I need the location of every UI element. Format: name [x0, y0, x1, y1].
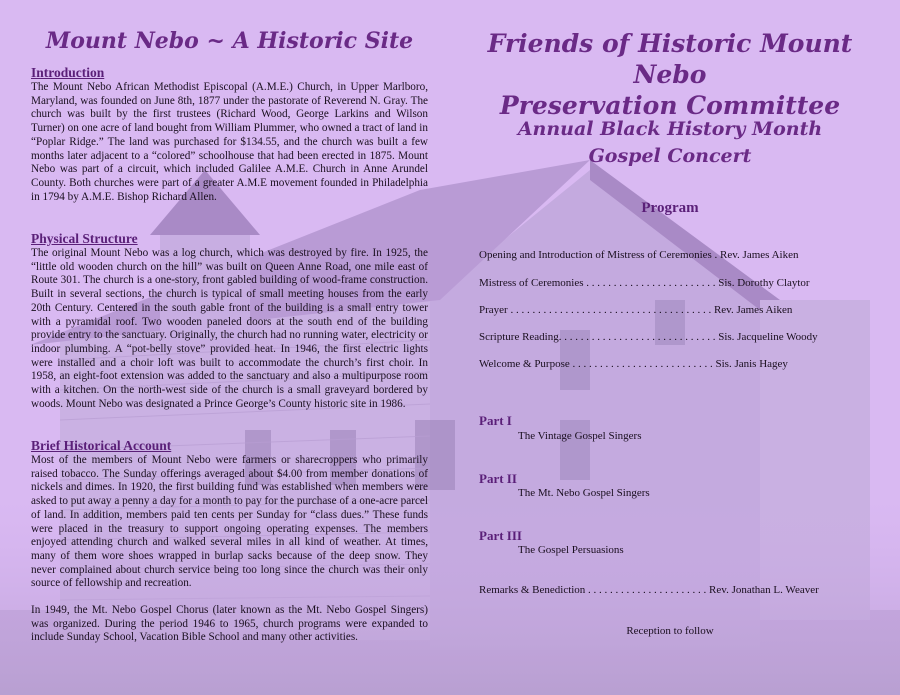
- program-item: Mistress of Ceremonies . . . . . . . . . . . . . . . . . . . . . . . . Sis. Dorothy Claytor: [479, 277, 810, 289]
- introduction-heading: Introduction: [31, 65, 105, 80]
- program-item: Welcome & Purpose . . . . . . . . . . . . . . . . . . . . . . . . . . Sis. Janis Hagey: [479, 358, 788, 370]
- gospel-chorus-text: In 1949, the Mt. Nebo Gospel Chorus (later known as the Mt. Nebo Gospel Singers) was organized. During the period 1946 to 1965, church programs were expanded to include Sunday School, Vacation Bible School and many other activities.: [31, 604, 428, 644]
- historical-account-text: Most of the members of Mount Nebo were farmers or sharecroppers who primarily raised tobacco. The Sunday offerings averaged about $4.00 from member donations of nickels and dimes. In 1920, the first building fund was established when members were asked to put away a penny a day for a month to pay for the purchase of a one-acre parcel of land. In addition, members paid ten cents per Sunday for “class dues.” These funds were placed in the treasury to support ongoing operating expenses. The members enjoyed attending church and walked several miles in all kind of weather. At times, many of them wore shoes wrapped in burlap sacks because of the deep snow. They never complained about church service being too long since the church was their only source of fellowship and recreation.: [31, 454, 428, 590]
- part-three-label: Part III: [479, 528, 522, 543]
- program-item: Prayer . . . . . . . . . . . . . . . . . . . . . . . . . . . . . . . . . . . . . Rev. James Aiken: [479, 304, 793, 316]
- historical-account-section: [31, 438, 428, 591]
- part-three-performer: The Gospel Persuasions: [518, 544, 624, 556]
- concert-title-line2: Gospel Concert: [588, 145, 752, 167]
- committee-title: [470, 28, 870, 121]
- committee-title-line1: Friends of Historic Mount Nebo: [487, 29, 853, 89]
- program-item: Scripture Reading. . . . . . . . . . . . . . . . . . . . . . . . . . . . . Sis. Jacqueline Woody: [479, 331, 818, 343]
- history-title: Mount Nebo ~ A Historic Site: [45, 28, 414, 54]
- historical-account-heading: Brief Historical Account: [31, 438, 172, 453]
- physical-structure-text: The original Mount Nebo was a log church, which was destroyed by fire. In 1925, the “little old wooden church on the hill” was built on Queen Anne Road, one mile east of Route 301. The church is a one-story, front gabled building of wood-frame construction. Built in several sections, the church is typical of small meeting houses from the early 20th Century. Centered in the south gable front of the building is a small entry tower with a pyramidal roof. Two wooden paneled doors at the south end of the building provide entry to the sanctuary. Originally, the church had no running water, electricity or indoor plumbing. A “pot-belly stove” provided heat. In 1946, the first electric lights were installed and a choir loft was built to accommodate the church’s first choir. In 1958, an eight-foot extension was added to the sanctuary and also a multipurpose room with a kitchen. On the north-west side of the church is a small graveyard bordered by woods. Mount Nebo was designated a Prince George’s County historic site in 1986.: [31, 247, 428, 410]
- reception-note: Reception to follow: [626, 625, 714, 637]
- part-two-performer: The Mt. Nebo Gospel Singers: [518, 487, 650, 499]
- physical-structure-section: [31, 231, 428, 411]
- physical-structure-heading: Physical Structure: [31, 231, 138, 246]
- remarks-benediction: Remarks & Benediction . . . . . . . . . . . . . . . . . . . . . . Rev. Jonathan L. Weaver: [479, 584, 819, 596]
- program-item: Opening and Introduction of Mistress of Ceremonies . Rev. James Aiken: [479, 249, 799, 261]
- program-heading: Program: [641, 200, 699, 216]
- introduction-section: [31, 65, 428, 204]
- concert-title-line1: Annual Black History Month: [517, 118, 823, 140]
- concert-title: [470, 116, 870, 170]
- committee-title-line2: Preservation Committee: [499, 91, 841, 120]
- gospel-chorus-section: [31, 604, 428, 645]
- part-one-performer: The Vintage Gospel Singers: [518, 430, 642, 442]
- part-two-label: Part II: [479, 471, 517, 486]
- introduction-text: The Mount Nebo African Methodist Episcopal (A.M.E.) Church, in Upper Marlboro, Maryland, was founded on June 8th, 1877 under the pastorate of Reverend N. Gray. The church was built by the first trustees (Richard Wood, George Larkins and Wilson Turner) on one acre of land bought from William Plummer, who owned a tract of land in “Poplar Ridge.” The land was purchased for $134.55, and the church was built a few months later adjacent to a “colored” schoolhouse that had been erected in 1875. Mount Nebo was part of a circuit, which included Galilee A.M.E. Church in Anne Arundel County. Both churches were part of a greater A.M.E movement founded in Philadelphia in 1794 by A.M.E. Bishop Richard Allen.: [31, 81, 428, 203]
- part-one-label: Part I: [479, 413, 512, 428]
